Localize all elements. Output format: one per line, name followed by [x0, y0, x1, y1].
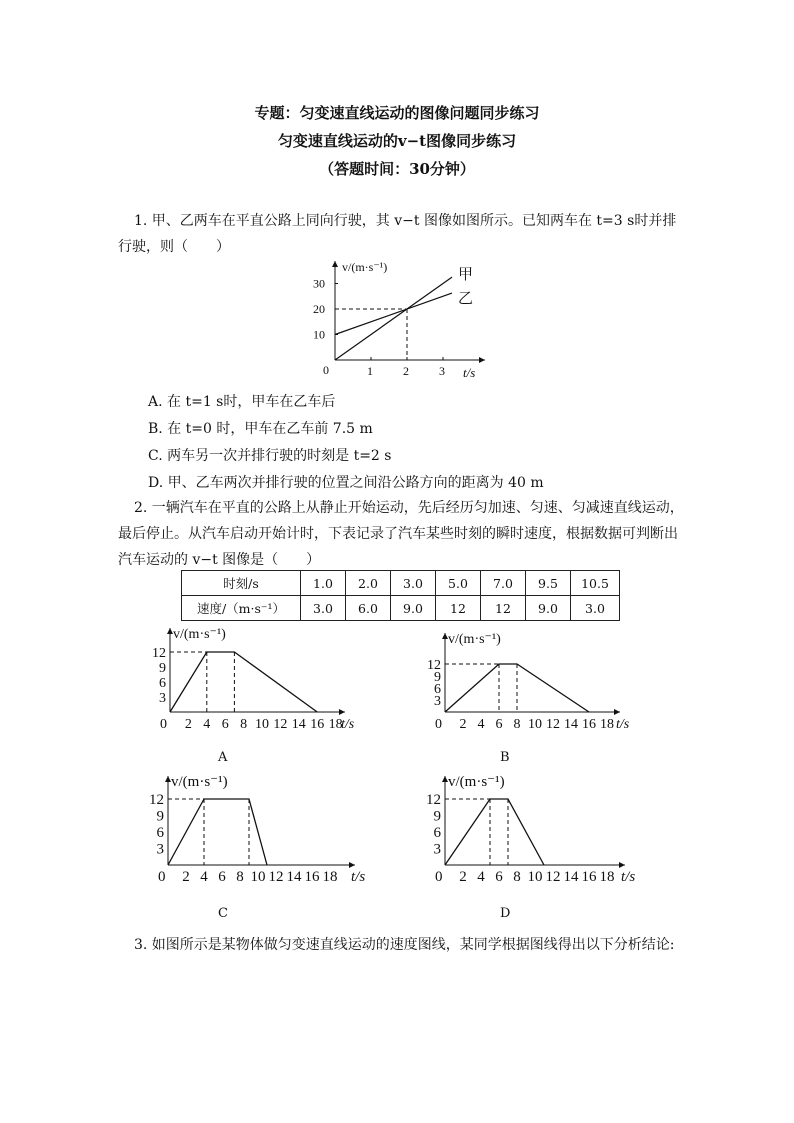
x-tick-label: 16: [581, 869, 597, 885]
x-tick-label: 16: [582, 717, 596, 732]
x-tick-label: 4: [477, 869, 485, 885]
x-axis-arrow: [614, 709, 620, 715]
x-tick-label: 14: [291, 717, 306, 732]
table-header-cell: 速度/（m·s⁻¹）: [182, 596, 301, 621]
y-tick-label: 12: [427, 658, 441, 673]
page-subtitle: 匀变速直线运动的v−t图像同步练习: [277, 132, 517, 150]
y-tick-label: 12: [149, 792, 164, 808]
x-tick-label: 10: [527, 869, 543, 885]
q1-option-c[interactable]: C. 两车另一次并排行驶的时刻是 t=2 s: [148, 448, 392, 464]
origin-label: 0: [323, 363, 329, 377]
x-tick-label: 14: [564, 717, 578, 732]
chart-a-label: A: [218, 750, 228, 765]
y-tick-label: 6: [433, 825, 441, 841]
y-tick-label: 9: [159, 661, 166, 676]
table-row: [182, 596, 620, 621]
table-header-cell: 时刻/s: [182, 571, 301, 596]
x-tick-label: 4: [477, 717, 485, 732]
x-tick-label: 2: [403, 364, 409, 378]
table-cell: 12: [481, 596, 526, 621]
x-tick-label: 10: [528, 717, 542, 732]
y-tick-label: 12: [152, 646, 166, 661]
y-tick-label: 6: [159, 676, 166, 691]
series-line: [445, 799, 544, 865]
x-tick-label: 14: [286, 869, 302, 885]
q2-chart-a[interactable]: [140, 622, 380, 732]
x-tick-label: 18: [600, 717, 614, 732]
table-cell: 1.0: [301, 571, 346, 596]
x-axis-arrow: [479, 357, 485, 363]
x-axis-arrow: [619, 862, 625, 868]
chart-b-label: B: [500, 750, 510, 765]
table-cell: 5.0: [436, 571, 481, 596]
y-axis-label: v/(m·s⁻¹): [171, 774, 228, 790]
x-tick-label: 12: [268, 869, 284, 885]
y-tick-label: 10: [313, 327, 325, 342]
y-tick-label: 3: [159, 691, 166, 706]
table-cell: 3.0: [571, 596, 620, 621]
q2-line3: 汽车运动的 v−t 图像是（ ）: [118, 552, 321, 568]
x-tick-label: 16: [304, 869, 320, 885]
chart-c-label: C: [218, 906, 228, 921]
y-tick-label: 3: [434, 694, 441, 709]
origin-label: 0: [160, 717, 167, 732]
q2-chart-c[interactable]: [135, 770, 385, 890]
x-tick-label: 16: [310, 717, 325, 732]
x-tick-label: 4: [203, 717, 211, 732]
x-axis-label: t/s: [351, 869, 366, 885]
x-tick-label: 18: [328, 717, 343, 732]
x-tick-label: 6: [218, 869, 226, 885]
x-axis-label: t/s: [341, 717, 355, 732]
origin-label: 0: [435, 717, 442, 732]
x-tick-label: 3: [439, 364, 445, 378]
q1-line1: 1. 甲、乙两车在平直公路上同向行驶，其 v−t 图像如图所示。已知两车在 t=3 s时并排: [134, 213, 677, 229]
q2-chart-d[interactable]: [415, 770, 665, 890]
table-cell: 2.0: [346, 571, 391, 596]
table-cell: 7.0: [481, 571, 526, 596]
q2-chart-b[interactable]: [415, 627, 655, 737]
origin-label: 0: [158, 869, 166, 885]
x-tick-label: 18: [322, 869, 338, 885]
table-cell: 9.0: [526, 596, 571, 621]
y-tick-label: 6: [156, 825, 164, 841]
x-tick-label: 8: [236, 869, 244, 885]
table-cell: 3.0: [301, 596, 346, 621]
x-tick-label: 10: [255, 717, 269, 732]
q1-line2: 行驶，则（ ）: [118, 239, 230, 255]
x-tick-label: 12: [546, 717, 560, 732]
x-tick-label: 1: [367, 364, 373, 378]
series-label-jia: 甲: [458, 267, 474, 284]
y-axis-label: v/(m·s⁻¹): [342, 260, 388, 274]
series-label-yi: 乙: [458, 291, 474, 308]
x-tick-label: 2: [184, 717, 192, 732]
table-cell: 9.0: [391, 596, 436, 621]
table-cell: 6.0: [346, 596, 391, 621]
x-tick-label: 6: [495, 869, 503, 885]
y-tick-label: 12: [426, 792, 441, 808]
q3-line1: 3. 如图所示是某物体做匀变速直线运动的速度图线，某同学根据图线得出以下分析结论:: [134, 937, 675, 953]
y-axis-label: v/(m·s⁻¹): [448, 632, 501, 647]
x-axis-label: t/s: [463, 365, 476, 380]
table-cell: 10.5: [571, 571, 620, 596]
series-line-jia: [335, 277, 452, 360]
x-tick-label: 2: [459, 869, 467, 885]
x-tick-label: 12: [273, 717, 288, 732]
y-tick-label: 3: [156, 841, 164, 858]
x-tick-label: 8: [513, 869, 521, 885]
page-title: 专题：匀变速直线运动的图像问题同步练习: [254, 104, 540, 122]
x-tick-label: 8: [513, 717, 521, 732]
x-tick-label: 6: [495, 717, 503, 732]
x-axis-arrow: [349, 862, 355, 868]
speed-table: [181, 570, 620, 621]
x-tick-label: 2: [459, 717, 467, 732]
x-axis-label: t/s: [616, 717, 630, 732]
q2-line1: 2. 一辆汽车在平直的公路上从静止开始运动，先后经历匀加速、匀速、匀减速直线运动，: [134, 500, 684, 516]
table-cell: 3.0: [391, 571, 436, 596]
y-tick-label: 9: [433, 808, 441, 825]
x-tick-label: 14: [563, 869, 579, 885]
y-tick-label: 30: [313, 276, 325, 291]
y-tick-label: 20: [313, 302, 325, 316]
x-tick-label: 6: [221, 717, 229, 732]
series-line: [168, 799, 267, 865]
x-tick-label: 18: [599, 869, 615, 885]
table-row: [182, 571, 620, 596]
y-tick-label: 6: [434, 682, 441, 697]
chart-d-label: D: [500, 906, 511, 921]
y-axis-arrow: [332, 261, 338, 267]
q1-option-d[interactable]: D. 甲、乙车两次并排行驶的位置之间沿公路方向的距离为 40 m: [148, 475, 544, 491]
q1-chart: [300, 255, 500, 380]
y-tick-label: 3: [433, 841, 441, 858]
x-tick-label: 12: [545, 869, 561, 885]
x-axis-label: t/s: [621, 869, 636, 885]
origin-label: 0: [435, 869, 443, 885]
y-tick-label: 9: [156, 808, 164, 825]
table-cell: 12: [436, 596, 481, 621]
y-tick-label: 9: [434, 670, 441, 685]
series-line: [170, 652, 317, 712]
q1-option-a[interactable]: A. 在 t=1 s时，甲车在乙车后: [148, 394, 336, 410]
series-line-yi: [335, 293, 452, 334]
time-note: （答题时间：30分钟）: [319, 160, 475, 178]
y-axis-label: v/(m·s⁻¹): [173, 627, 226, 642]
q1-option-b[interactable]: B. 在 t=0 时，甲车在乙车前 7.5 m: [148, 421, 373, 437]
x-tick-label: 10: [250, 869, 266, 885]
q2-line2: 最后停止。从汽车启动开始计时，下表记录了汽车某些时刻的瞬时速度，根据数据可判断出: [118, 526, 678, 542]
x-tick-label: 8: [240, 717, 248, 732]
x-tick-label: 4: [200, 869, 208, 885]
y-axis-label: v/(m·s⁻¹): [448, 774, 505, 790]
table-cell: 9.5: [526, 571, 571, 596]
x-axis-arrow: [339, 709, 345, 715]
x-tick-label: 2: [182, 869, 190, 885]
